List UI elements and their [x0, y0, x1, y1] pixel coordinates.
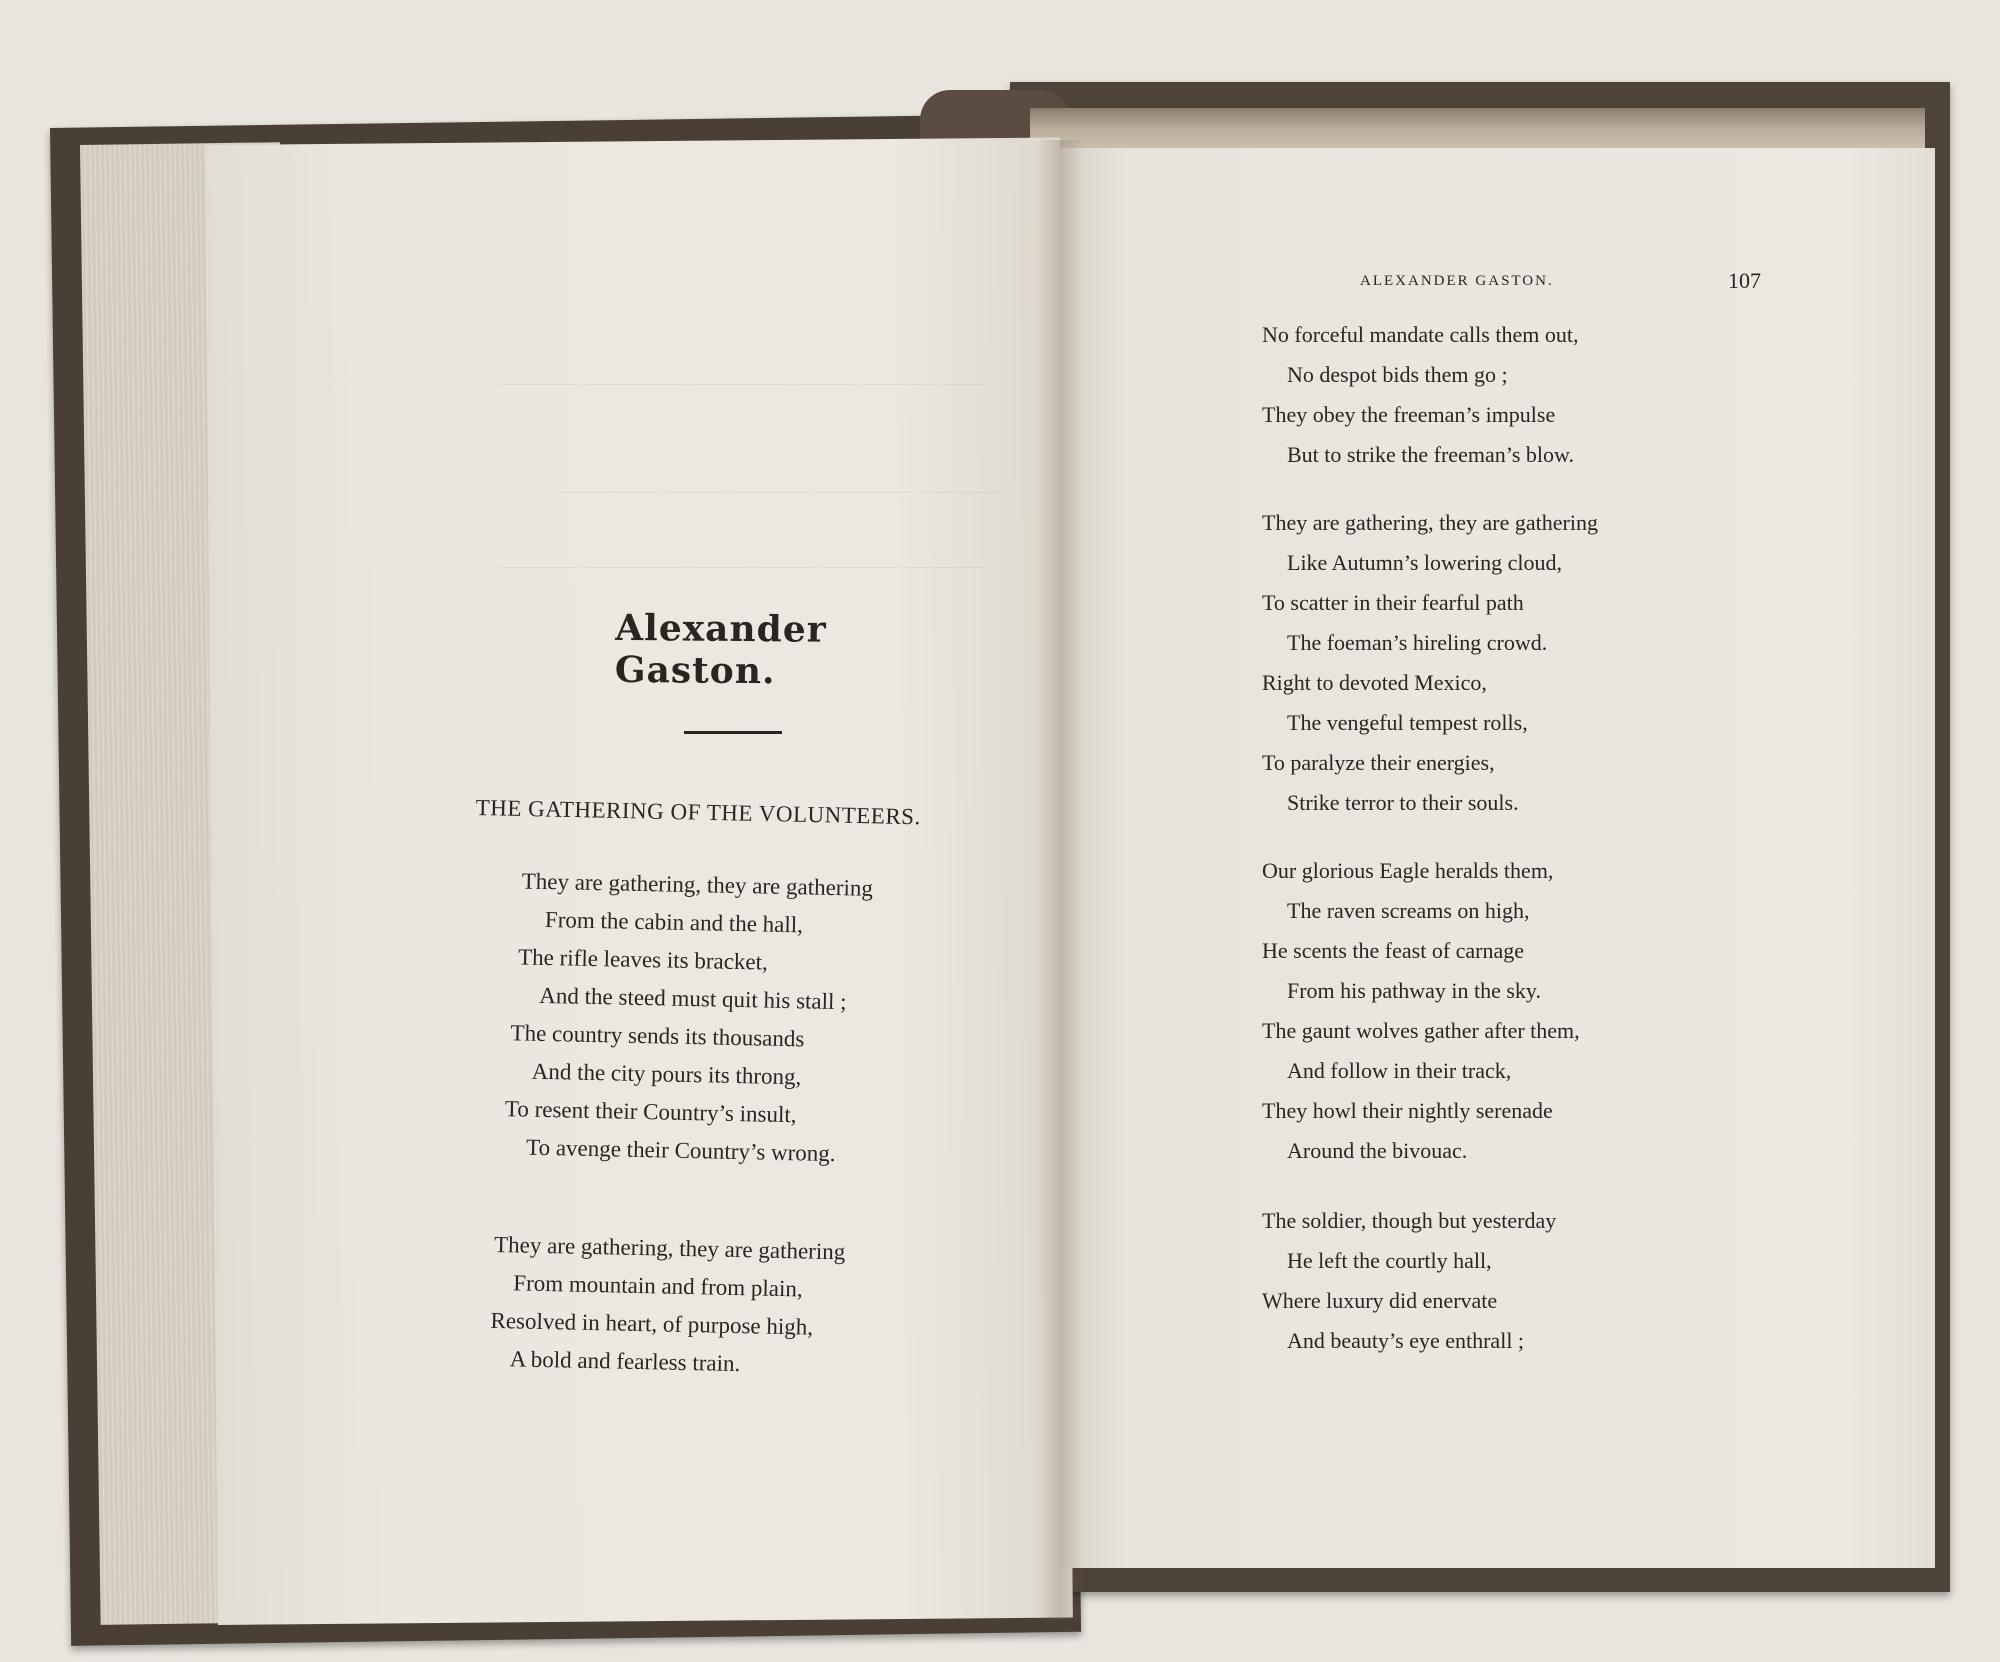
poem-line: From the cabin and the hall, [544, 906, 804, 938]
author-title: Alexander Gaston. [614, 606, 827, 693]
poem-line: To avenge their Country’s wrong. [525, 1134, 836, 1167]
poem-line: And the city pours its throng, [531, 1058, 802, 1090]
poem-line: The gaunt wolves gather after them, [1262, 1018, 1580, 1043]
poem-line: And beauty’s eye enthrall ; [1287, 1328, 1525, 1353]
poem-line: To paralyze their energies, [1262, 750, 1495, 775]
poem-line: Resolved in heart, of purpose high, [490, 1307, 814, 1340]
poem-line: They are gathering, they are gathering [493, 1231, 846, 1265]
poem-line: The rifle leaves its bracket, [517, 944, 769, 975]
poem-line: And follow in their track, [1287, 1058, 1512, 1083]
poem-line: He scents the feast of carnage [1262, 938, 1525, 963]
poem-line: From mountain and from plain, [513, 1270, 803, 1302]
poem-line: Right to devoted Mexico, [1262, 670, 1487, 695]
poem-line: To scatter in their fearful path [1262, 590, 1524, 615]
poem-title: THE GATHERING OF THE VOLUNTEERS. [475, 795, 922, 830]
poem-line: Where luxury did enervate [1262, 1288, 1498, 1313]
poem-line: They are gathering, they are gathering [1262, 510, 1598, 535]
poem-line: He left the courtly hall, [1287, 1248, 1492, 1273]
poem-line: The soldier, though but yesterday [1262, 1208, 1557, 1233]
poem-line: And the steed must quit his stall ; [539, 982, 847, 1015]
poem-line: A bold and fearless train. [509, 1346, 741, 1377]
book-gutter [1035, 140, 1085, 1620]
running-head: ALEXANDER GASTON. [1360, 273, 1554, 289]
show-through-text: ———— ————— ————— ——— ———— —— [500, 372, 985, 394]
title-rule [684, 731, 782, 734]
poem-line: Our glorious Eagle heralds them, [1262, 858, 1554, 883]
poem-line: The raven screams on high, [1287, 898, 1530, 923]
poem-line: From his pathway in the sky. [1287, 978, 1541, 1003]
poem-line: Like Autumn’s lowering cloud, [1287, 550, 1562, 575]
poem-line: Around the bivouac. [1287, 1138, 1468, 1163]
poem-line: But to strike the freeman’s blow. [1287, 442, 1574, 467]
show-through-text: ———— ————— ——— ——— ———— ———— [500, 555, 985, 577]
poem-line: They are gathering, they are gathering [521, 868, 874, 901]
poem-line: The country sends its thousands [510, 1020, 805, 1052]
poem-line: The vengeful tempest rolls, [1287, 710, 1528, 735]
poem-line: Strike terror to their souls. [1287, 790, 1519, 815]
poem-line: To resent their Country’s insult, [504, 1096, 797, 1128]
page-number: 107 [1728, 268, 1761, 293]
poem-line: They obey the freeman’s impulse [1262, 402, 1556, 427]
show-through-text: ————— ——— ———— ————— ———— [560, 480, 1000, 502]
poem-line: No forceful mandate calls them out, [1262, 322, 1579, 347]
poem-line: No despot bids them go ; [1287, 362, 1508, 387]
poem-line: They howl their nightly serenade [1262, 1098, 1553, 1123]
poem-line: The foeman’s hireling crowd. [1287, 630, 1548, 655]
